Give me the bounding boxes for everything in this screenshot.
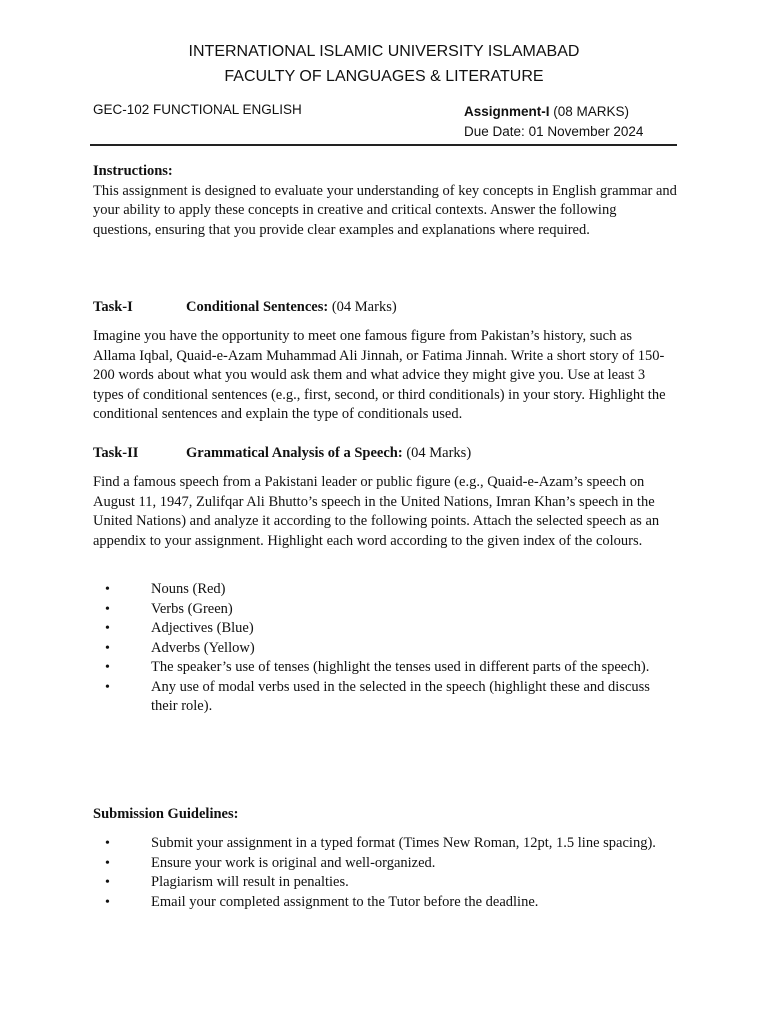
- list-item: • Submit your assignment in a typed format (Times New Roman, 12pt, 1.5 line spacing).: [93, 834, 677, 854]
- header-divider: [90, 144, 677, 146]
- task2-heading: [93, 444, 471, 464]
- task1-heading: [93, 298, 397, 318]
- task1-label: Task-I: [93, 299, 133, 315]
- bullet-icon: •: [105, 601, 110, 617]
- bullet-icon: •: [105, 836, 110, 851]
- task2-label: Task-II: [93, 445, 139, 461]
- university-name: INTERNATIONAL ISLAMIC UNIVERSITY ISLAMABAD: [188, 43, 580, 60]
- due-date-line: [464, 122, 643, 142]
- assignment-info: [464, 102, 643, 142]
- list-item: • Email your completed assignment to the Tutor before the deadline.: [93, 893, 677, 913]
- assignment-title-line: [464, 102, 643, 122]
- task2-title: Grammatical Analysis of a Speech:: [186, 445, 403, 461]
- instructions-section: [93, 162, 677, 240]
- list-item: • Adverbs (Yellow): [93, 639, 677, 659]
- bullet-icon: •: [105, 894, 110, 910]
- bullet-icon: •: [105, 875, 110, 890]
- instructions-heading: Instructions:: [93, 163, 173, 179]
- course-code: GEC-102 FUNCTIONAL ENGLISH: [93, 102, 302, 117]
- faculty-name: FACULTY OF LANGUAGES & LITERATURE: [224, 68, 544, 85]
- submission-heading: Submission Guidelines:: [93, 806, 239, 822]
- instructions-body: This assignment is designed to evaluate your understanding of key concepts in English grammar and your ability to apply these concepts in creative and critical contexts. Answer the following questions, ensuring that you provide clear examples and explanations where required.: [93, 182, 677, 238]
- task1-title: Conditional Sentences:: [186, 299, 329, 315]
- bullet-icon: •: [105, 640, 110, 656]
- due-date-value: 01 November 2024: [528, 124, 644, 139]
- assignment-label: Assignment-I: [464, 104, 550, 119]
- assignment-marks: (08 MARKS): [553, 104, 630, 119]
- list-item: • Nouns (Red): [93, 580, 677, 600]
- task1-marks: (04 Marks): [331, 299, 397, 315]
- list-item: • Ensure your work is original and well-organized.: [93, 854, 677, 874]
- task2-marks: (04 Marks): [406, 445, 472, 461]
- task1-body: Imagine you have the opportunity to meet one famous figure from Pakistan’s history, such as Allama Iqbal, Quaid-e-Azam Muhammad Ali Jinnah, or Fatima Jinnah. Write a short story of 150-200 words about what you would ask them and what advice they might give you. Use at least 3 types of conditional sentences (e.g., first, second, or third conditionals) in your story. Highlight the conditional sentences and explain the type of conditionals used.: [93, 328, 666, 422]
- list-item: • The speaker’s use of tenses (highlight the tenses used in different parts of the speech).: [93, 658, 677, 678]
- list-item: • Verbs (Green): [93, 600, 677, 620]
- bullet-icon: •: [105, 855, 110, 871]
- bullet-icon: •: [105, 679, 110, 695]
- task2-body: Find a famous speech from a Pakistani leader or public figure (e.g., Quaid-e-Azam’s speech on August 11, 1947, Zulifqar Ali Bhutto’s speech in the United Nations, Imran Khan’s speech in the United Nations) and analyze it according to the following points. Attach the selected speech as an appendix to your assignment. Highlight each word according to the given index of the colours.: [93, 474, 660, 549]
- bullet-icon: •: [105, 582, 110, 597]
- bullet-icon: •: [105, 621, 110, 636]
- bullet-icon: •: [105, 660, 110, 675]
- list-item: • Plagiarism will result in penalties.: [93, 873, 677, 893]
- submission-points-list: [93, 834, 677, 912]
- due-date-label: Due Date:: [464, 124, 525, 139]
- list-item: • Any use of modal verbs used in the selected in the speech (highlight these and discuss their role).: [105, 678, 650, 714]
- task2-points-list: [93, 580, 677, 717]
- submission-section: [93, 805, 677, 825]
- list-item: • Adjectives (Blue): [93, 619, 677, 639]
